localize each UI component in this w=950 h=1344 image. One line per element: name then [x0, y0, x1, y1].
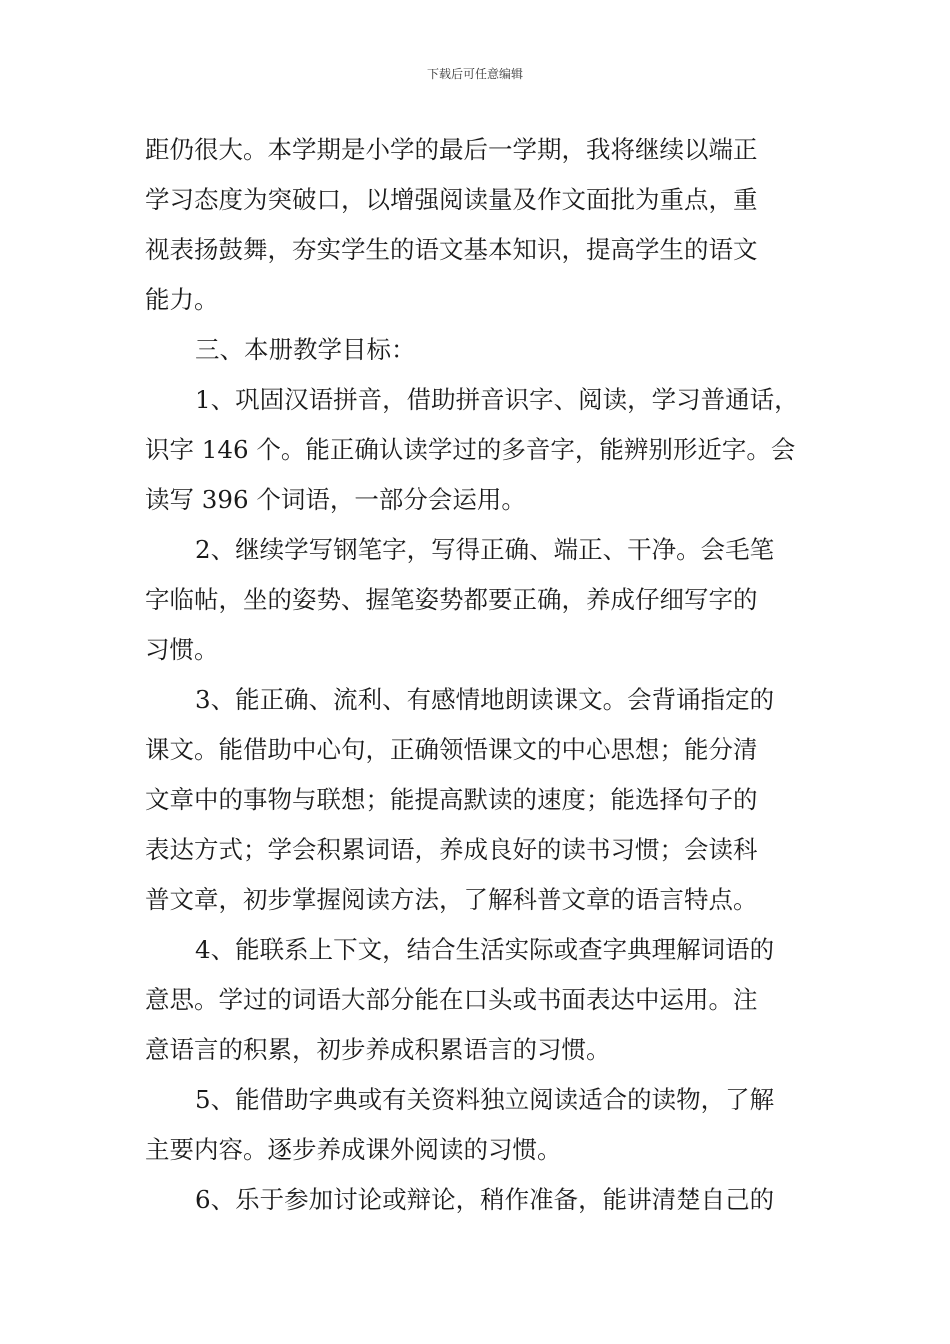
text-line: 读写 396 个词语，一部分会运用。	[145, 485, 526, 514]
text-line: 视表扬鼓舞，夯实学生的语文基本知识，提高学生的语文	[145, 235, 758, 264]
paragraph	[145, 925, 810, 1075]
text-line: 意语言的积累，初步养成积累语言的习惯。	[145, 1035, 611, 1064]
text-line: 能力。	[145, 285, 219, 314]
paragraph	[145, 1075, 810, 1175]
section-heading	[145, 325, 810, 375]
paragraph	[145, 375, 810, 525]
text-line: 识字 146 个。能正确认读学过的多音字，能辨别形近字。会	[145, 435, 796, 464]
text-line: 三、本册教学目标：	[195, 335, 416, 364]
text-line: 普文章，初步掌握阅读方法，了解科普文章的语言特点。	[145, 885, 758, 914]
document-body	[145, 125, 810, 1225]
paragraph	[145, 525, 810, 675]
text-line: 表达方式；学会积累词语，养成良好的读书习惯；会读科	[145, 835, 758, 864]
paragraph	[145, 1175, 810, 1225]
paragraph	[145, 675, 810, 925]
text-line: 1、巩固汉语拼音，借助拼音识字、阅读，学习普通话，	[195, 385, 799, 414]
paragraph	[145, 125, 810, 325]
text-line: 习惯。	[145, 635, 219, 664]
text-line: 主要内容。逐步养成课外阅读的习惯。	[145, 1135, 562, 1164]
text-line: 2、继续学写钢笔字，写得正确、端正、干净。会毛笔	[195, 535, 775, 564]
text-line: 学习态度为突破口，以增强阅读量及作文面批为重点，重	[145, 185, 758, 214]
text-line: 字临帖，坐的姿势、握笔姿势都要正确，养成仔细写字的	[145, 585, 758, 614]
text-line: 课文。能借助中心句，正确领悟课文的中心思想；能分清	[145, 735, 758, 764]
text-line: 距仍很大。本学期是小学的最后一学期，我将继续以端正	[145, 135, 758, 164]
text-line: 意思。学过的词语大部分能在口头或书面表达中运用。注	[145, 985, 758, 1014]
text-line: 4、能联系上下文，结合生活实际或查字典理解词语的	[195, 935, 775, 964]
text-line: 文章中的事物与联想；能提高默读的速度；能选择句子的	[145, 785, 758, 814]
page-header: 下载后可任意编辑	[426, 67, 523, 81]
text-line: 3、能正确、流利、有感情地朗读课文。会背诵指定的	[195, 685, 775, 714]
text-line: 6、乐于参加讨论或辩论，稍作准备，能讲清楚自己的	[195, 1185, 775, 1214]
text-line: 5、能借助字典或有关资料独立阅读适合的读物，了解	[195, 1085, 775, 1114]
